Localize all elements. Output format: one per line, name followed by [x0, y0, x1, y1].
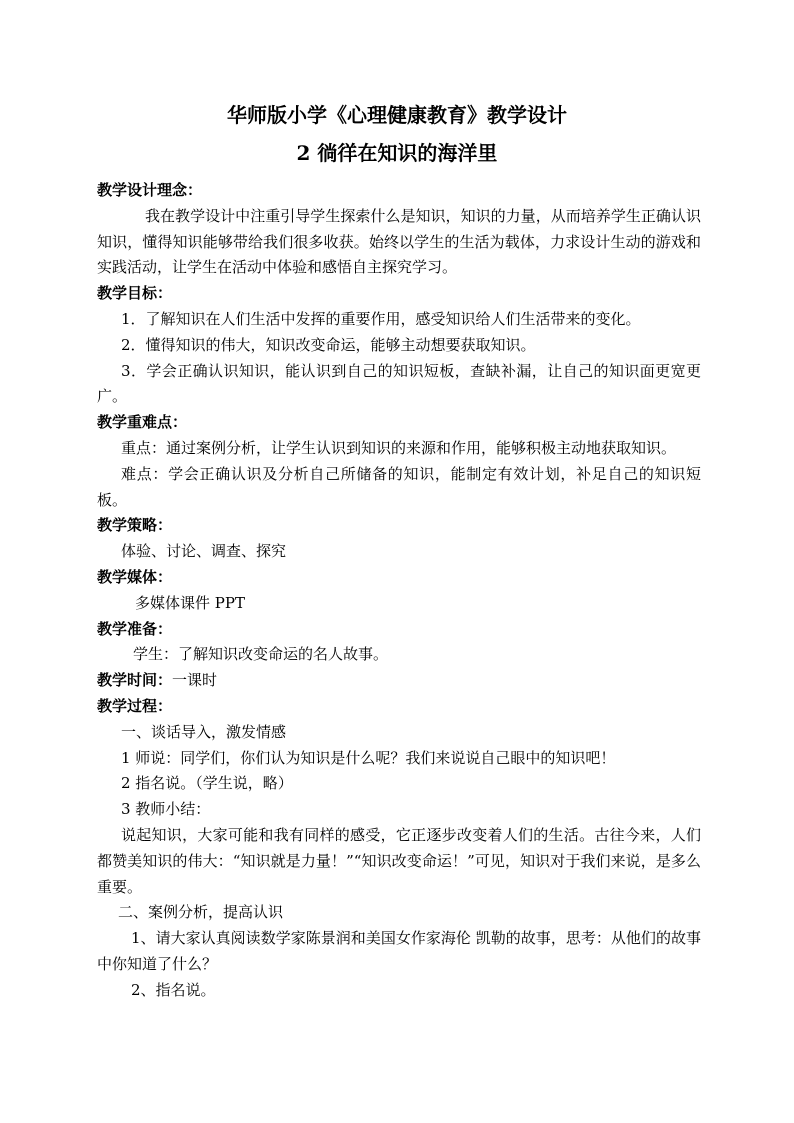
section-heading-idea: 教学设计理念：: [97, 181, 203, 199]
strategy-text: 体验、讨论、调查、探究: [121, 542, 287, 561]
goal-item-2: 2．懂得知识的伟大，知识改变命运，能够主动想要获取知识。: [121, 335, 536, 354]
media-text: 多媒体课件 PPT: [135, 593, 245, 612]
process-summary: 说起知识，大家可能和我有同样的感受，它正逐步改变着人们的生活。古往今来，人们都赞美知识的伟大：“知识就是力量！”“知识改变命运！”可见，知识对于我们来说，是多么重要。: [97, 825, 701, 896]
document-body: [97, 178, 701, 1004]
prep-text: 学生：了解知识改变命运的名人故事。: [133, 645, 389, 664]
time-row: [97, 668, 701, 694]
section-heading-goals: 教学目标：: [97, 284, 173, 303]
time-text: 一课时: [172, 671, 218, 690]
process-step-1-2: 2 指名说。（学生说，略）: [121, 774, 293, 793]
section-heading-process: 教学过程：: [97, 696, 173, 715]
key-point: 重点：通过案例分析，让学生认识到知识的来源和作用，能够积极主动地获取知识。: [121, 438, 677, 457]
section-heading-time: 教学时间：: [97, 671, 173, 690]
section-heading-strategy: 教学策略：: [97, 516, 173, 535]
idea-paragraph: 我在教学设计中注重引导学生探索什么是知识，知识的力量，从而培养学生正确认识知识，懂得知识能够带给我们很多收获。始终以学生的生活为载体，力求设计生动的游戏和实践活动，让学生在活动中体验和感悟自主探究学习。: [97, 206, 701, 277]
difficulty-point: 难点：学会正确认识及分析自己所储备的知识，能制定有效计划，补足自己的知识短板。: [97, 464, 701, 509]
process-step-1-1: 1 师说：同学们，你们认为知识是什么呢？我们来说说自己眼中的知识吧！: [121, 748, 616, 767]
process-part-1: 一、谈话导入，激发情感: [121, 722, 287, 741]
lesson-title: 2 徜徉在知识的海洋里: [296, 141, 498, 165]
section-heading-media: 教学媒体：: [97, 567, 173, 586]
document-title: 华师版小学《心理健康教育》教学设计: [227, 103, 567, 127]
process-step-2-1: 1、请大家认真阅读数学家陈景润和美国女作家海伦 凯勒的故事，思考：从他们的故事中你知道了什么？: [97, 929, 701, 973]
goal-item-3: 3．学会正确认识知识，能认识到自己的知识短板，查缺补漏，让自己的知识面更宽更广。: [97, 361, 701, 406]
process-step-1-3: 3 教师小结：: [121, 800, 211, 819]
section-heading-prep: 教学准备：: [97, 619, 173, 638]
goal-item-1: 1．了解知识在人们生活中发挥的重要作用，感受知识给人们生活带来的变化。: [121, 309, 641, 328]
process-step-2-2: 2、指名说。: [131, 980, 216, 999]
section-heading-key-points: 教学重难点：: [97, 413, 188, 432]
process-part-2: 二、案例分析，提高认识: [118, 903, 284, 922]
